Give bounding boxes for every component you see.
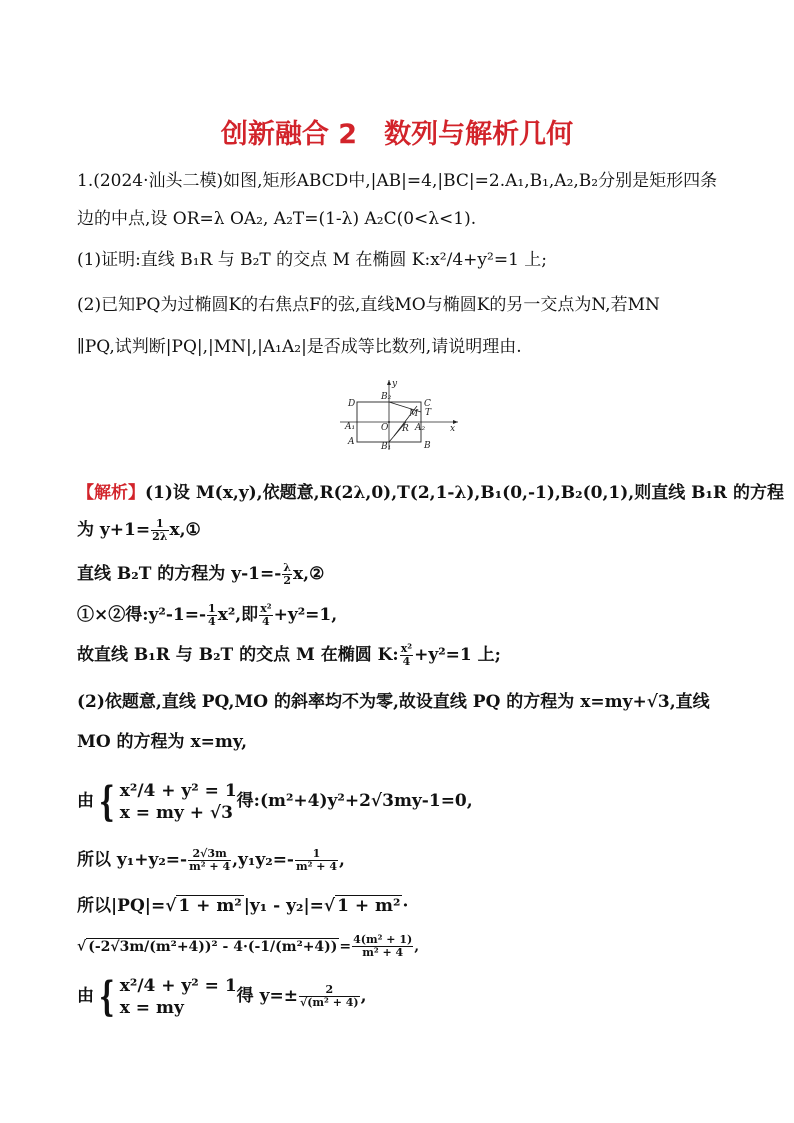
solution-line-3: 直线 B₂T 的方程为 y-1=- $\frac{\lambda}{2}$ x,②	[77, 561, 325, 587]
solution-line-8: 由 { x²/4 + y² = 1 x = my + √3 得:(m²+4)y²+2√3my-1=0,	[77, 777, 473, 825]
solution-tag: 【解析】	[77, 483, 145, 503]
label-A1: A₁	[345, 422, 356, 432]
label-C: C	[424, 399, 431, 409]
problem-part-1: (1)证明:直线 B₁R 与 B₂T 的交点 M 在椭圆 K:x²/4+y²=1 上;	[77, 250, 548, 270]
solution-line-2: 为 y+1= $\frac{1}{2\lambda}$ x,①	[77, 517, 201, 543]
solution-line-1: 【解析】(1)设 M(x,y),依题意,R(2λ,0),T(2,1-λ),B₁(0,-1),B₂(0,1),则直线 B₁R 的方程	[77, 483, 784, 503]
y-axis-arrow	[387, 380, 391, 385]
problem-line-1: 1.(2024·汕头二模)如图,矩形ABCD中,|AB|=4,|BC|=2.A₁,B₁,A₂,B₂分别是矩形四条	[77, 171, 718, 191]
solution-line-9: 所以 y₁+y₂=- $\frac{2√3m}{\text{m² + 4}}$ ,y₁y₂=- $\frac{1}{\text{m² + 4}}$ ,	[77, 847, 345, 873]
problem-part-2a: (2)已知PQ为过椭圆K的右焦点F的弦,直线MO与椭圆K的另一交点为N,若MN	[77, 295, 660, 315]
label-A: A	[348, 437, 355, 447]
solution-line-6: (2)依题意,直线 PQ,MO 的斜率均不为零,故设直线 PQ 的方程为 x=my+√3,直线	[77, 692, 710, 712]
problem-part-2b: ∥PQ,试判断|PQ|,|MN|,|A₁A₂|是否成等比数列,请说明理由.	[77, 337, 522, 357]
rectangle-figure	[340, 378, 460, 450]
solution-line-12: 由 { x²/4 + y² = 1 x = my 得 y=± $\frac{2}{\text{√(m² + 4)}}$ ,	[77, 972, 367, 1020]
label-T: T	[425, 408, 432, 418]
label-B1: B₁	[381, 442, 392, 450]
label-D: D	[348, 399, 356, 409]
label-R: R	[402, 424, 409, 434]
label-B2: B₂	[381, 392, 392, 402]
solution-line-11: √ (-2√3m/(m²+4))² - 4·(-1/(m²+4)) = $\frac{\text{4(m² + 1)}}{\text{m² + 4}}$ ,	[77, 933, 420, 959]
label-M: M	[409, 409, 419, 419]
label-B: B	[424, 441, 431, 450]
label-A2: A₂	[415, 423, 426, 433]
label-x: x	[450, 424, 456, 434]
label-O: O	[381, 423, 389, 433]
solution-line-10: 所以|PQ|=√ 1 + m² |y₁ - y₂|=√ 1 + m² ·	[77, 896, 409, 916]
page-title: 创新融合 2 数列与解析几何	[220, 119, 574, 150]
solution-line-5: 故直线 B₁R 与 B₂T 的交点 M 在椭圆 K: $\frac{\text{x²}}{4}$ +y²=1 上;	[77, 642, 501, 668]
solution-line-4: ①×②得:y²-1=- $\frac{1}{4}$ x²,即 $\frac{\text{x²}}{4}$ +y²=1,	[77, 602, 338, 628]
label-y: y	[392, 379, 398, 389]
solution-line-7: MO 的方程为 x=my,	[77, 732, 247, 752]
problem-line-2: 边的中点,设 OR=λ OA₂, A₂T=(1-λ) A₂C(0<λ<1).	[77, 209, 477, 229]
